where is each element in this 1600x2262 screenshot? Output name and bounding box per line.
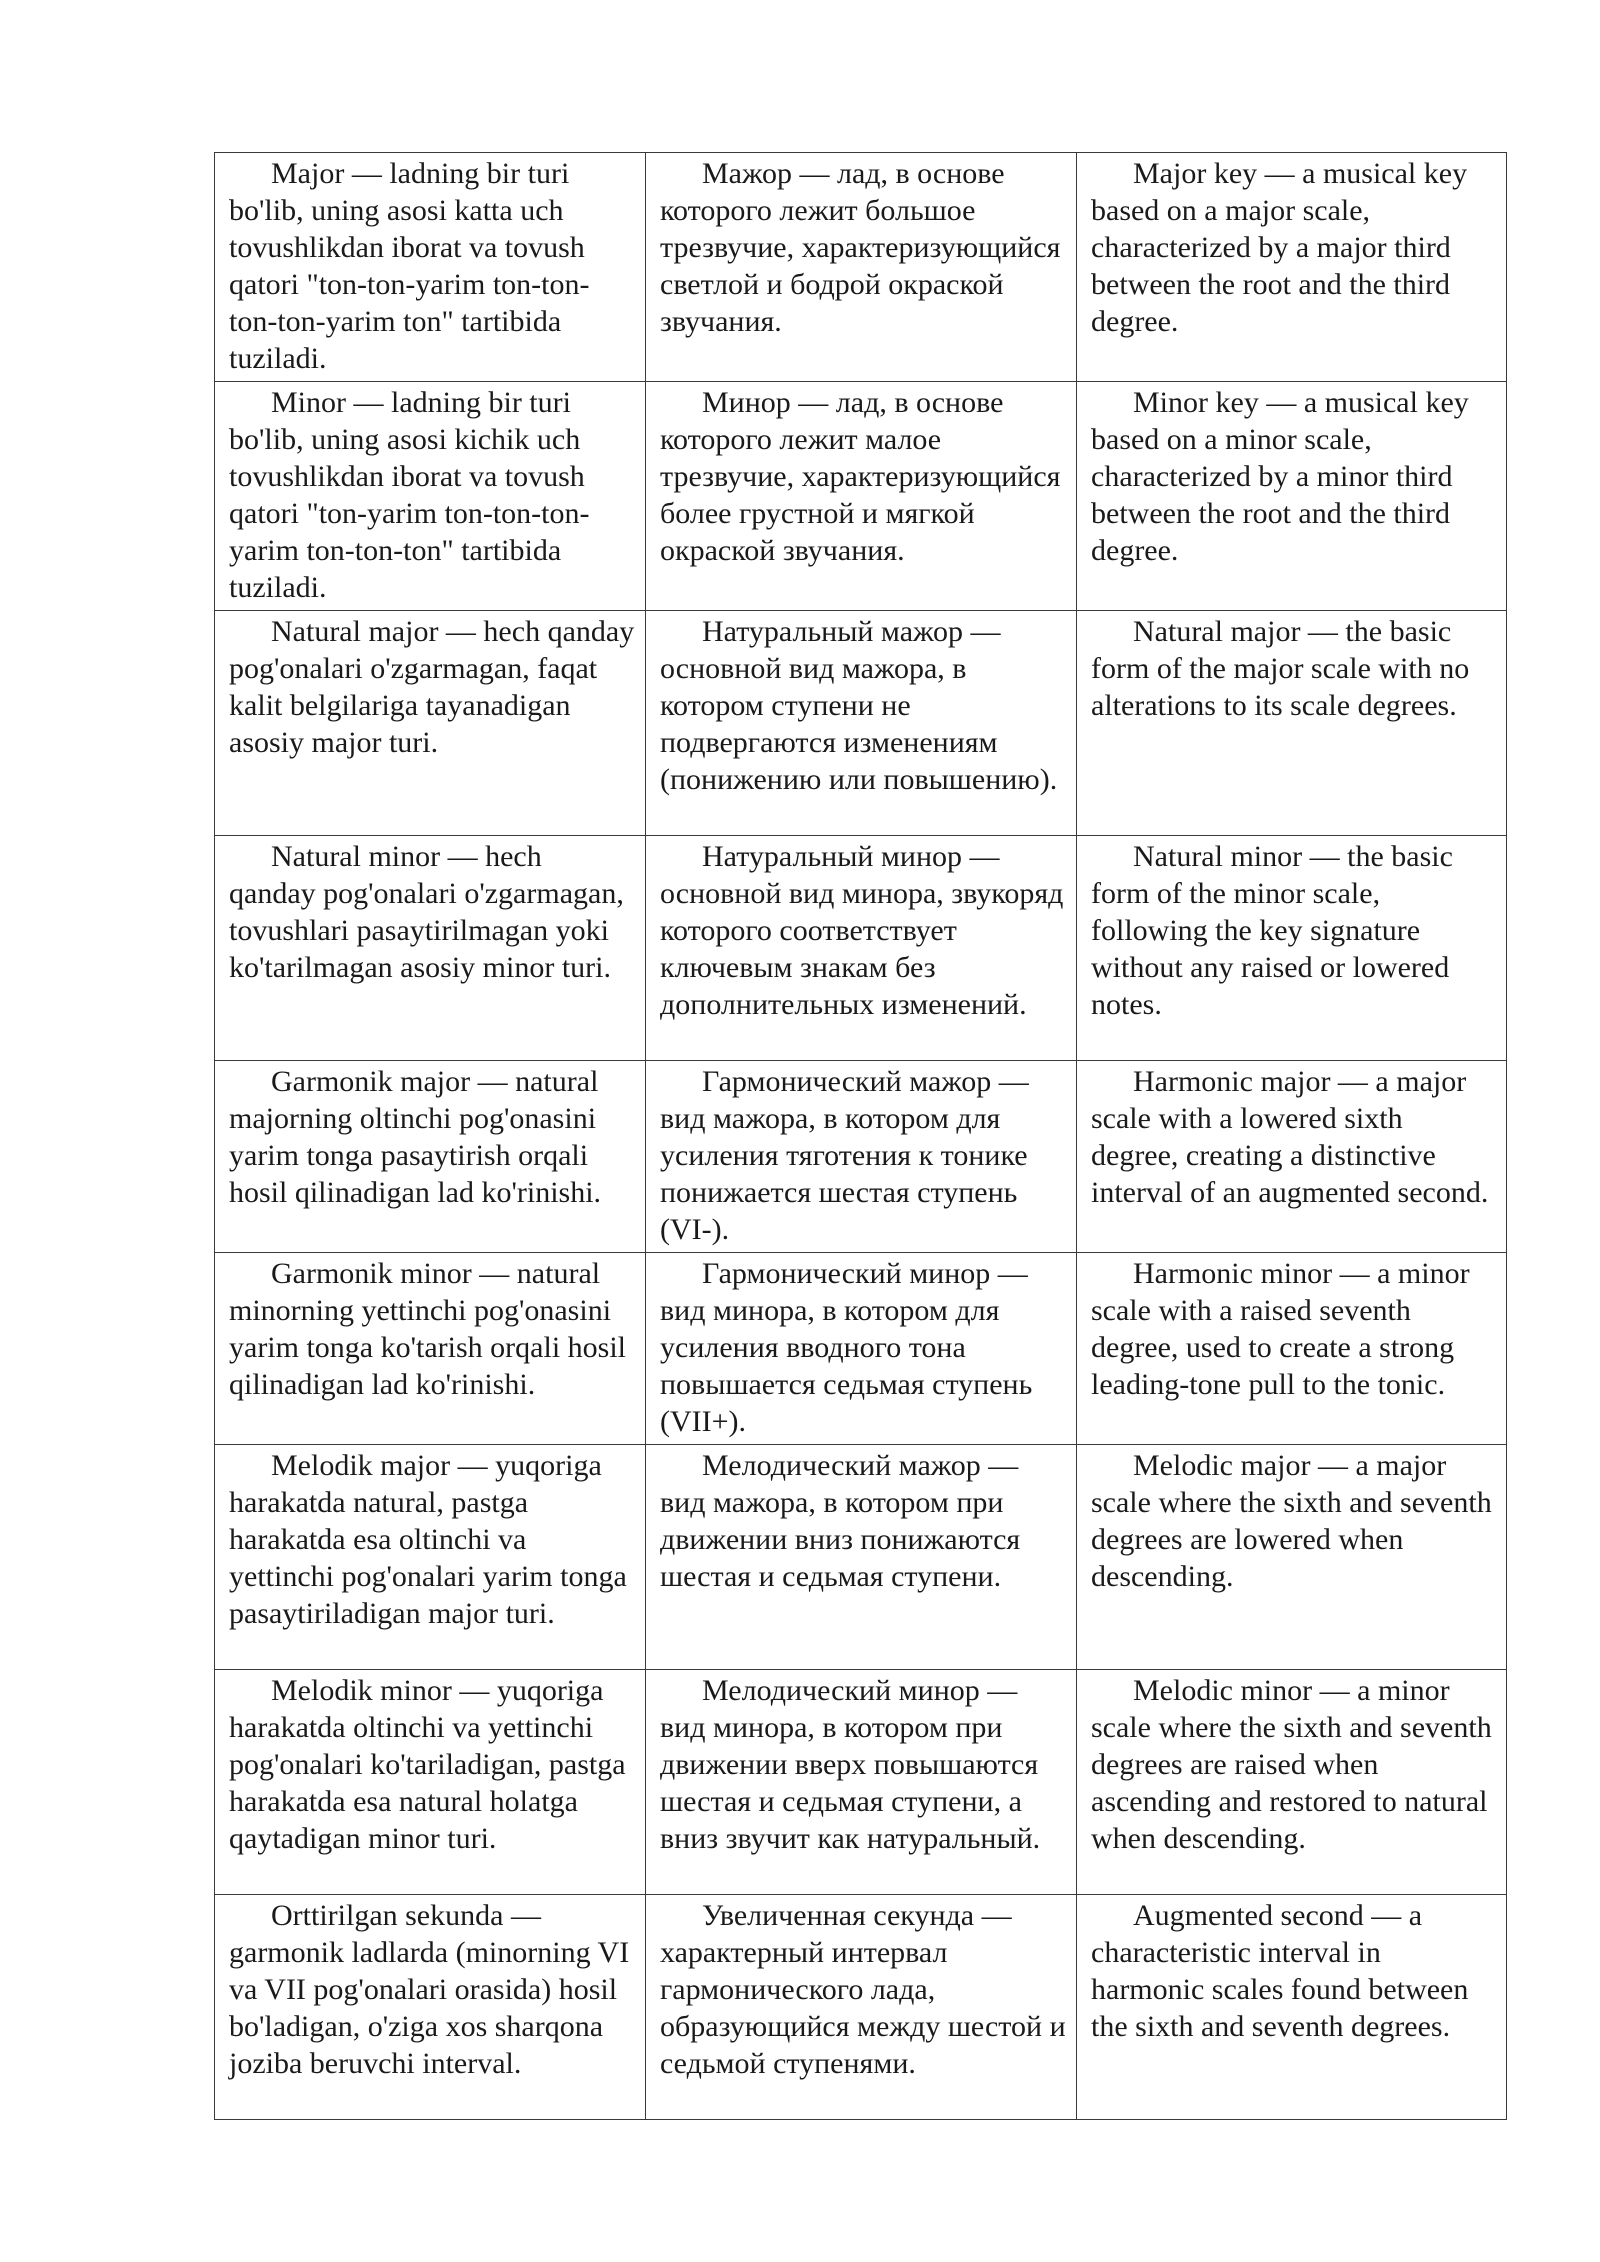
english-cell [1077,1061,1507,1253]
cell-text: Natural major — the basic form of the major scale with no alterations to its scale degrees. [1091,615,1470,722]
uzbek-cell [215,382,646,611]
russian-cell [646,1061,1077,1253]
russian-cell [646,1895,1077,2120]
russian-cell [646,836,1077,1061]
english-cell [1077,382,1507,611]
russian-cell [646,153,1077,382]
uzbek-cell [215,1895,646,2120]
uzbek-cell [215,836,646,1061]
cell-text: Major key — a musical key based on a major scale, characterized by a major third between the root and the third degree. [1091,157,1468,338]
russian-cell [646,1253,1077,1445]
cell-text: Мажор — лад, в основе которого лежит большое трезвучие, характеризующийся светлой и бодрой окраской звучания. [660,157,1061,338]
cell-text: Мелодический минор — вид минора, в котором при движении вверх повышаются шестая и седьмая ступени, а вниз звучит как натуральный. [660,1674,1041,1855]
uzbek-cell [215,153,646,382]
uzbek-cell [215,1061,646,1253]
table-row [215,611,1507,836]
cell-text: Orttirilgan sekunda — garmonik ladlarda (minorning VI va VII pog'onalari orasida) hosil bo'ladigan, o'ziga xos sharqona joziba beruvchi interval. [229,1899,630,2080]
uzbek-cell [215,1670,646,1895]
table-row [215,382,1507,611]
cell-text: Натуральный мажор — основной вид мажора, в котором ступени не подвергаются изменениям (понижению или повышению). [660,615,1058,796]
cell-text: Natural major — hech qanday pog'onalari o'zgarmagan, faqat kalit belgilariga tayanadigan asosiy major turi. [229,615,635,759]
cell-text: Минор — лад, в основе которого лежит малое трезвучие, характеризующийся более грустной и мягкой окраской звучания. [660,386,1061,567]
table-row [215,1895,1507,2120]
cell-text: Увеличенная секунда — характерный интервал гармонического лада, образующийся между шестой и седьмой ступенями. [660,1899,1066,2080]
cell-text: Мелодический мажор — вид мажора, в котором при движении вниз понижаются шестая и седьмая ступени. [660,1449,1021,1593]
table-row [215,1253,1507,1445]
cell-text: Natural minor — the basic form of the minor scale, following the key signature without any raised or lowered notes. [1091,840,1453,1021]
cell-text: Гармонический минор — вид минора, в котором для усиления вводного тона повышается седьмая ступень (VII+). [660,1257,1033,1438]
table-row [215,153,1507,382]
cell-text: Melodic major — a major scale where the sixth and seventh degrees are lowered when descending. [1091,1449,1492,1593]
english-cell [1077,1895,1507,2120]
cell-text: Melodik major — yuqoriga harakatda natural, pastga harakatda esa oltinchi va yettinchi pog'onalari yarim tonga pasaytiriladigan major turi. [229,1449,627,1630]
cell-text: Гармонический мажор — вид мажора, в котором для усиления тяготения к тонике понижается шестая ступень (VI-). [660,1065,1029,1246]
cell-text: Garmonik major — natural majorning oltinchi pog'onasini yarim tonga pasaytirish orqali hosil qilinadigan lad ko'rinishi. [229,1065,602,1209]
table-row [215,836,1507,1061]
english-cell [1077,1670,1507,1895]
english-cell [1077,836,1507,1061]
table-row [215,1445,1507,1670]
cell-text: Натуральный минор — основной вид минора, звукоряд которого соответствует ключевым знакам без дополнительных изменений. [660,840,1064,1021]
cell-text: Harmonic minor — a minor scale with a raised seventh degree, used to create a strong leading-tone pull to the tonic. [1091,1257,1470,1401]
table-row [215,1670,1507,1895]
cell-text: Minor key — a musical key based on a minor scale, characterized by a minor third between the root and the third degree. [1091,386,1469,567]
cell-text: Garmonik minor — natural minorning yettinchi pog'onasini yarim tonga ko'tarish orqali hosil qilinadigan lad ko'rinishi. [229,1257,627,1401]
english-cell [1077,1253,1507,1445]
cell-text: Major — ladning bir turi bo'lib, uning asosi katta uch tovushlikdan iborat va tovush qatori "ton-ton-yarim ton-ton-ton-ton-yarim ton" tartibida tuziladi. [229,157,590,375]
russian-cell [646,1445,1077,1670]
table-row [215,1061,1507,1253]
english-cell [1077,1445,1507,1670]
uzbek-cell [215,1253,646,1445]
cell-text: Melodic minor — a minor scale where the sixth and seventh degrees are raised when ascending and restored to natural when descending. [1091,1674,1492,1855]
uzbek-cell [215,611,646,836]
english-cell [1077,611,1507,836]
russian-cell [646,1670,1077,1895]
cell-text: Melodik minor — yuqoriga harakatda oltinchi va yettinchi pog'onalari ko'tariladigan, pastga harakatda esa natural holatga qaytadigan minor turi. [229,1674,626,1855]
russian-cell [646,382,1077,611]
russian-cell [646,611,1077,836]
cell-text: Minor — ladning bir turi bo'lib, uning asosi kichik uch tovushlikdan iborat va tovush qatori "ton-yarim ton-ton-ton-yarim ton-ton-ton" tartibida tuziladi. [229,386,590,604]
cell-text: Harmonic major — a major scale with a lowered sixth degree, creating a distinctive interval of an augmented second. [1091,1065,1489,1209]
uzbek-cell [215,1445,646,1670]
cell-text: Natural minor — hech qanday pog'onalari o'zgarmagan, tovushlari pasaytirilmagan yoki ko'tarilmagan asosiy minor turi. [229,840,624,984]
cell-text: Augmented second — a characteristic interval in harmonic scales found between the sixth and seventh degrees. [1091,1899,1469,2043]
english-cell [1077,153,1507,382]
glossary-table [214,152,1507,2120]
